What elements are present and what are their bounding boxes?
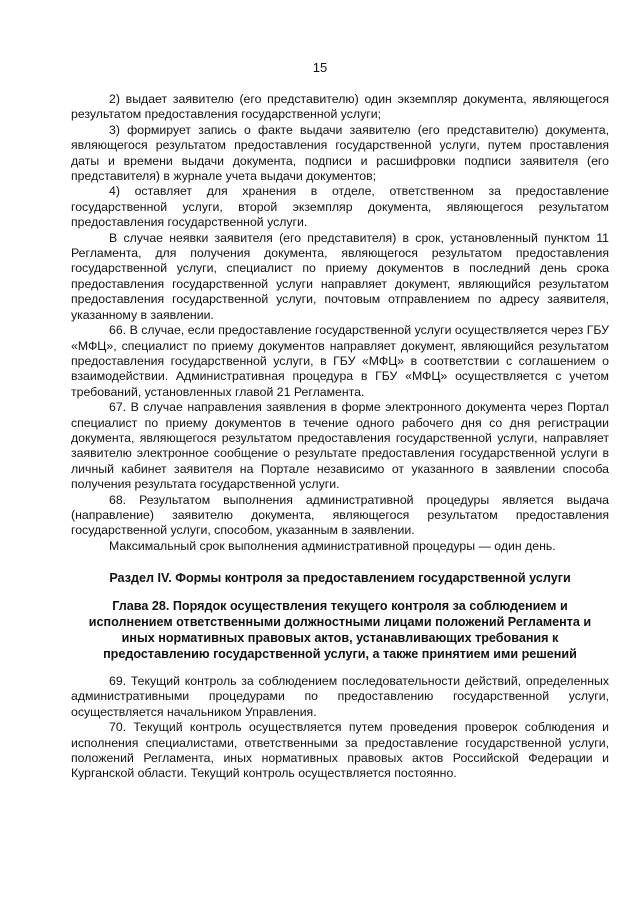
- paragraph-item-3: 3) формирует запись о факте выдачи заявителю (его представителю) документа, являющегося результатом предоставления государственной услуги, путем проставления даты и времени выдачи документа, подписи и расшифровки подписи заявителя (его представителя) в журнале учета выдачи документов;: [71, 122, 609, 184]
- chapter-heading: Глава 28. Порядок осуществления текущего контроля за соблюдением и исполнением ответственными должностными лицами положений Регламента и иных нормативных правовых актов, устанавливающих требования к предоставлению государственной услуги, а также принятием ими решений: [88, 599, 592, 661]
- body-text-top: [71, 92, 609, 554]
- body-text-bottom: [71, 674, 609, 782]
- paragraph-67: 67. В случае направления заявления в форме электронного документа через Портал специалист по приему документов в течение одного рабочего дня со дня регистрации документа, являющегося результатом предоставления государственной услуги, направляет заявителю электронное сообщение о результате предоставления государственной услуги в личный кабинет заявителя на Портале независимо от указанного в заявлении способа получения результата государственной услуги.: [71, 400, 609, 492]
- paragraph-68: 68. Результатом выполнения административной процедуры является выдача (направление) заявителю документа, являющегося результатом предоставления государственной услуги, способом, указанным в заявлении.: [71, 492, 609, 538]
- paragraph-69: 69. Текущий контроль за соблюдением последовательности действий, определенных административными процедурами по предоставлению государственной услуги, осуществляется начальником Управления.: [71, 674, 609, 719]
- paragraph-66: 66. В случае, если предоставление государственной услуги осуществляется через ГБУ «МФЦ», специалист по приему документов направляет документ, являющийся результатом предоставления государственной услуги, в ГБУ «МФЦ» в соответствии с соглашением о взаимодействии. Административная процедура в ГБУ «МФЦ» осуществляется с учетом требований, установленных главой 21 Регламента.: [71, 323, 609, 399]
- paragraph-max-term: Максимальный срок выполнения административной процедуры — один день.: [109, 538, 556, 553]
- paragraph-item-2: 2) выдает заявителю (его представителю) один экземпляр документа, являющегося результатом предоставления государственной услуги;: [71, 92, 609, 122]
- paragraph-70: 70. Текущий контроль осуществляется путем проведения проверок соблюдения и исполнения специалистами, ответственными за предоставление государственной услуги, положений Регламента, иных нормативных правовых актов Российской Федерации и Курганской области. Текущий контроль осуществляется постоянно.: [71, 720, 609, 781]
- paragraph-nonappearance: В случае неявки заявителя (его представителя) в срок, установленный пунктом 11 Регламента, для получения документа, являющегося результатом предоставления государственной услуги, специалист по приему документов в последний день срока предоставления государственной услуги направляет документ, являющийся результатом предоставления государственной услуги, почтовым отправлением по адресу заявителя, указанному в заявлении.: [71, 230, 609, 322]
- paragraph-item-4: 4) оставляет для хранения в отделе, ответственном за предоставление государственной услуги, второй экземпляр документа, являющегося результатом предоставления государственной услуги.: [71, 184, 609, 230]
- section-heading: Раздел IV. Формы контроля за предоставлением государственной услуги: [109, 571, 571, 585]
- page-number: 15: [312, 60, 328, 75]
